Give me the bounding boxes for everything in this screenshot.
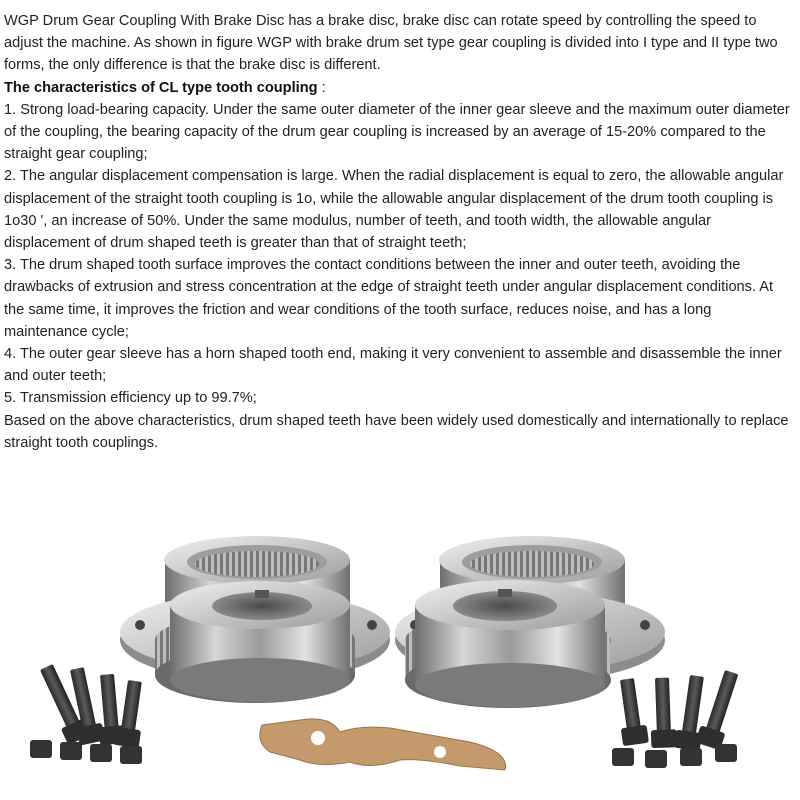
point-3: 3. The drum shaped tooth surface improves the contact conditions between the inner and outer teeth, avoiding the drawbacks of extrusion and stress concentration at the edge of straight teeth under angular displacement conditions. At the same time, it improves the friction and wear conditions of the tooth surface, reduces noise, and has a long maintenance cycle; [4,257,774,340]
point-1: 1. Strong load-bearing capacity. Under the same outer diameter of the inner gear sleeve and the maximum outer diameter of the coupling, the bearing capacity of the drum gear coupling is increased by an average of 15-20% compared to the straight gear coupling; [4,101,790,163]
right-bolt-set [612,668,744,768]
point-4: 4. The outer gear sleeve has a horn shaped tooth end, making it very convenient to assemble and disassemble the inner and outer teeth; [4,346,782,385]
point-2-continued: displacement of the straight tooth coupling is 1o, while the allowable angular displacement of the drum tooth coupling is 1o30 ', an increase of 50%. Under the same modulus, number of teeth, and tooth width, the allowable angular displacement of drum shaped teeth is greater than that of straight teeth; [4,190,774,252]
left-coupling-front-hub [170,581,350,702]
conclusion-paragraph: Based on the above characteristics, drum shaped teeth have been widely used domestically and internationally to replace straight tooth couplings. [4,412,789,451]
heading-bold-text: The characteristics of CL type tooth coupling [4,79,318,96]
article-body [4,10,792,454]
point-5: 5. Transmission efficiency up to 99.7%; [4,390,257,407]
characteristics-heading [4,77,792,99]
product-photo [0,520,800,800]
point-2: 2. The angular displacement compensation is large. When the radial displacement is equal to zero, the allowable angular [4,168,784,185]
right-coupling-front-hub [415,580,605,707]
heading-suffix: : [317,79,326,96]
intro-paragraph: WGP Drum Gear Coupling With Brake Disc has a brake disc, brake disc can rotate speed by controlling the speed to adjust the machine. As shown in figure WGP with brake drum set type gear coupling is divided into I type and II type two forms, the only difference is that the brake disc is different. [4,13,778,74]
left-bolt-set [30,662,148,764]
gasket-shim [260,719,506,770]
